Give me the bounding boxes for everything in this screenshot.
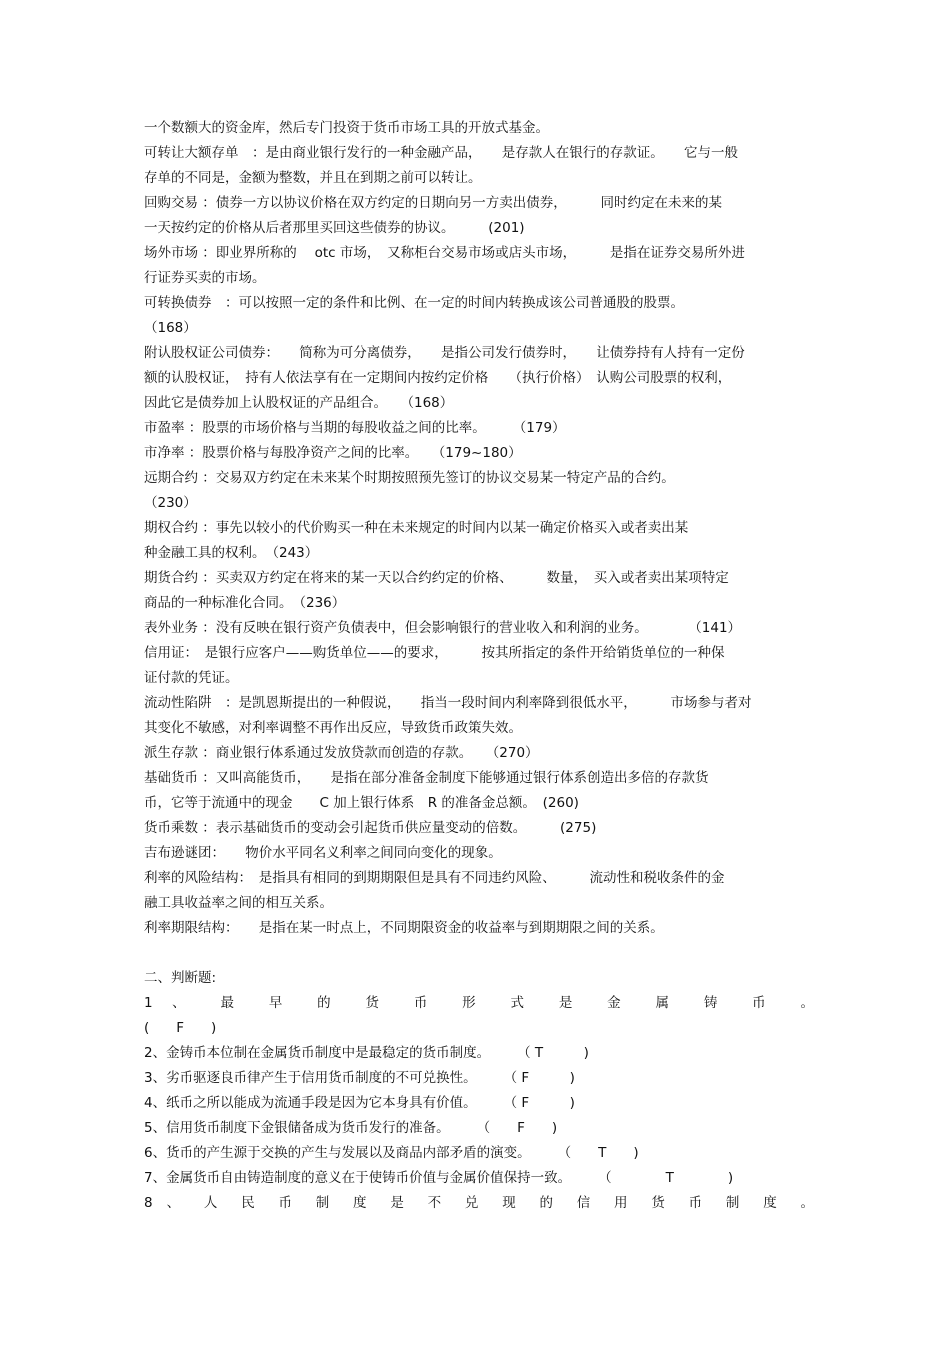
text-line: 利率期限结构： 是指在某一时点上，不同期限资金的收益率与到期期限之间的关系。 bbox=[144, 920, 664, 936]
text-line: 市净率 ：股票价格与每股净资产之间的比率。 （179~180） bbox=[144, 445, 522, 461]
text-line: 利率的风险结构： 是指具有相同的到期期限但是具有不同违约风险、 流动性和税收条件的金 bbox=[144, 870, 725, 886]
text-line: 其变化不敏感，对利率调整不再作出反应，导致货币政策失效。 bbox=[144, 720, 522, 736]
judge-item: 5、信用货币制度下金银储备成为货币发行的准备。 （ F ) bbox=[144, 1120, 558, 1136]
text-line: 吉布逊谜团： 物价水平同名义利率之间同向变化的现象。 bbox=[144, 845, 502, 861]
text-line: 信用证： 是银行应客户——购货单位——的要求， 按其所指定的条件开给销货单位的一种保 bbox=[144, 645, 725, 661]
text-line: 远期合约 ：交易双方约定在未来某个时期按照预先签订的协议交易某一特定产品的合约。 bbox=[144, 470, 675, 486]
judge-item: 1 、 最 早 的 货 币 形 式 是 金 属 铸 币 。 bbox=[144, 995, 814, 1011]
text-line: 额的认股权证， 持有人依法享有在一定期间内按约定价格 （执行价格） 认购公司股票的权利， bbox=[144, 370, 732, 386]
text-line: 融工具收益率之间的相互关系。 bbox=[144, 895, 333, 911]
text-line: 证付款的凭证。 bbox=[144, 670, 239, 686]
judge-item: 3、劣币驱逐良币律产生于信用货币制度的不可兑换性。 （ F ) bbox=[144, 1070, 575, 1086]
text-line: 派生存款 ：商业银行体系通过发放贷款而创造的存款。 （270） bbox=[144, 745, 539, 761]
judge-item: 4、纸币之所以能成为流通手段是因为它本身具有价值。 （ F ) bbox=[144, 1095, 575, 1111]
section-heading: 二、判断题: bbox=[144, 970, 217, 986]
text-line: 一个数额大的资金库，然后专门投资于货币市场工具的开放式基金。 bbox=[144, 120, 549, 136]
text-line: 货币乘数 ：表示基础货币的变动会引起货币供应量变动的倍数。 (275) bbox=[144, 820, 597, 836]
text-line: 商品的一种标准化合同。 （236） bbox=[144, 595, 346, 611]
text-line: 存单的不同是，金额为整数，并且在到期之前可以转让。 bbox=[144, 170, 482, 186]
text-line: 期权合约 ：事先以较小的代价购买一种在未来规定的时间内以某一确定价格买入或者卖出某 bbox=[144, 520, 689, 536]
judge-item: 7、金属货币自由铸造制度的意义在于使铸币价值与金属价值保持一致。 （ T ) bbox=[144, 1170, 734, 1186]
judge-answer: ( F ) bbox=[144, 1020, 217, 1036]
text-line: 市盈率 ：股票的市场价格与当期的每股收益之间的比率。 （179） bbox=[144, 420, 566, 436]
text-line: （230） bbox=[144, 495, 197, 511]
text-line: 可转让大额存单 ：是由商业银行发行的一种金融产品， 是存款人在银行的存款证。 它与一般 bbox=[144, 145, 738, 161]
text-line: 场外市场 ：即业界所称的 otc 市场， 又称柜台交易市场或店头市场， 是指在证券交易所外进 bbox=[144, 245, 745, 261]
text-line: 因此它是债券加上认股权证的产品组合。 （168） bbox=[144, 395, 454, 411]
judge-item: 6、货币的产生源于交换的产生与发展以及商品内部矛盾的演变。 （ T ) bbox=[144, 1145, 639, 1161]
text-line: 币，它等于流通中的现金 C 加上银行体系 R 的准备金总额。 (260) bbox=[144, 795, 579, 811]
judge-item: 2、金铸币本位制在金属货币制度中是最稳定的货币制度。 （ T ) bbox=[144, 1045, 589, 1061]
text-line: 可转换债券 ：可以按照一定的条件和比例、在一定的时间内转换成该公司普通股的股票。 bbox=[144, 295, 684, 311]
text-line: 种金融工具的权利。 （243） bbox=[144, 545, 319, 561]
judge-item: 8 、 人 民 币 制 度 是 不 兑 现 的 信 用 货 币 制 度 。 bbox=[144, 1195, 814, 1211]
text-line: 表外业务 ：没有反映在银行资产负债表中，但会影响银行的营业收入和利润的业务。 （141） bbox=[144, 620, 742, 636]
text-line: 基础货币 ：又叫高能货币， 是指在部分准备金制度下能够通过银行体系创造出多倍的存款货 bbox=[144, 770, 709, 786]
text-line: 行证券买卖的市场。 bbox=[144, 270, 266, 286]
text-line: 流动性陷阱 ：是凯恩斯提出的一种假说， 指当一段时间内利率降到很低水平， 市场参与者对 bbox=[144, 695, 752, 711]
text-line: 回购交易 ：债券一方以协议价格在双方约定的日期向另一方卖出债券， 同时约定在未来的某 bbox=[144, 195, 723, 211]
text-line: （168） bbox=[144, 320, 197, 336]
text-line: 附认股权证公司债券： 简称为可分离债券， 是指公司发行债券时， 让债券持有人持有一定份 bbox=[144, 345, 745, 361]
text-line: 一天按约定的价格从后者那里买回这些债券的协议。 (201) bbox=[144, 220, 525, 236]
text-line: 期货合约 ：买卖双方约定在将来的某一天以合约约定的价格、 数量， 买入或者卖出某项特定 bbox=[144, 570, 729, 586]
